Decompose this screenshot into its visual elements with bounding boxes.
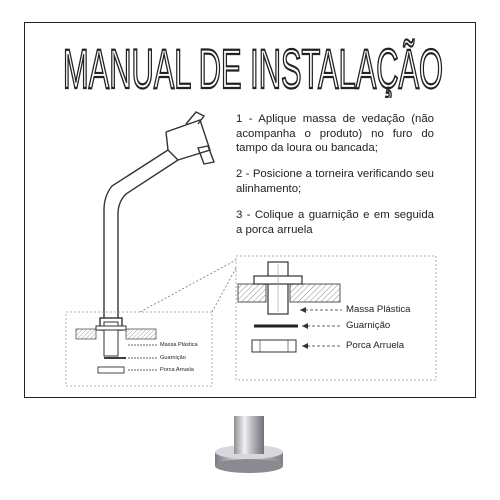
- manual-title-text: MANUAL DE INSTALAÇÃO: [63, 38, 443, 98]
- label-small-massa: Massa Plástica: [160, 342, 198, 348]
- label-porca-arruela: Porca Arruela: [346, 340, 405, 351]
- label-small-porca: Porca Arruela: [160, 367, 194, 373]
- step-3-text: 3 - Colique a guarnição e em seguida a porca arruela: [236, 209, 434, 236]
- label-massa-plastica: Massa Plástica: [346, 304, 411, 315]
- label-guarnicao: Guarnição: [346, 320, 391, 331]
- step-1-text: 1 - Aplique massa de vedação (não acompanha o produto) no furo do tampo da loura ou bancada;: [236, 113, 434, 154]
- step-2-text: 2 - Posicione a torneira verificando seu alinhamento;: [236, 168, 434, 195]
- label-small-guarnicao: Guarnição: [160, 355, 186, 361]
- faucet-base-photo: [215, 416, 283, 473]
